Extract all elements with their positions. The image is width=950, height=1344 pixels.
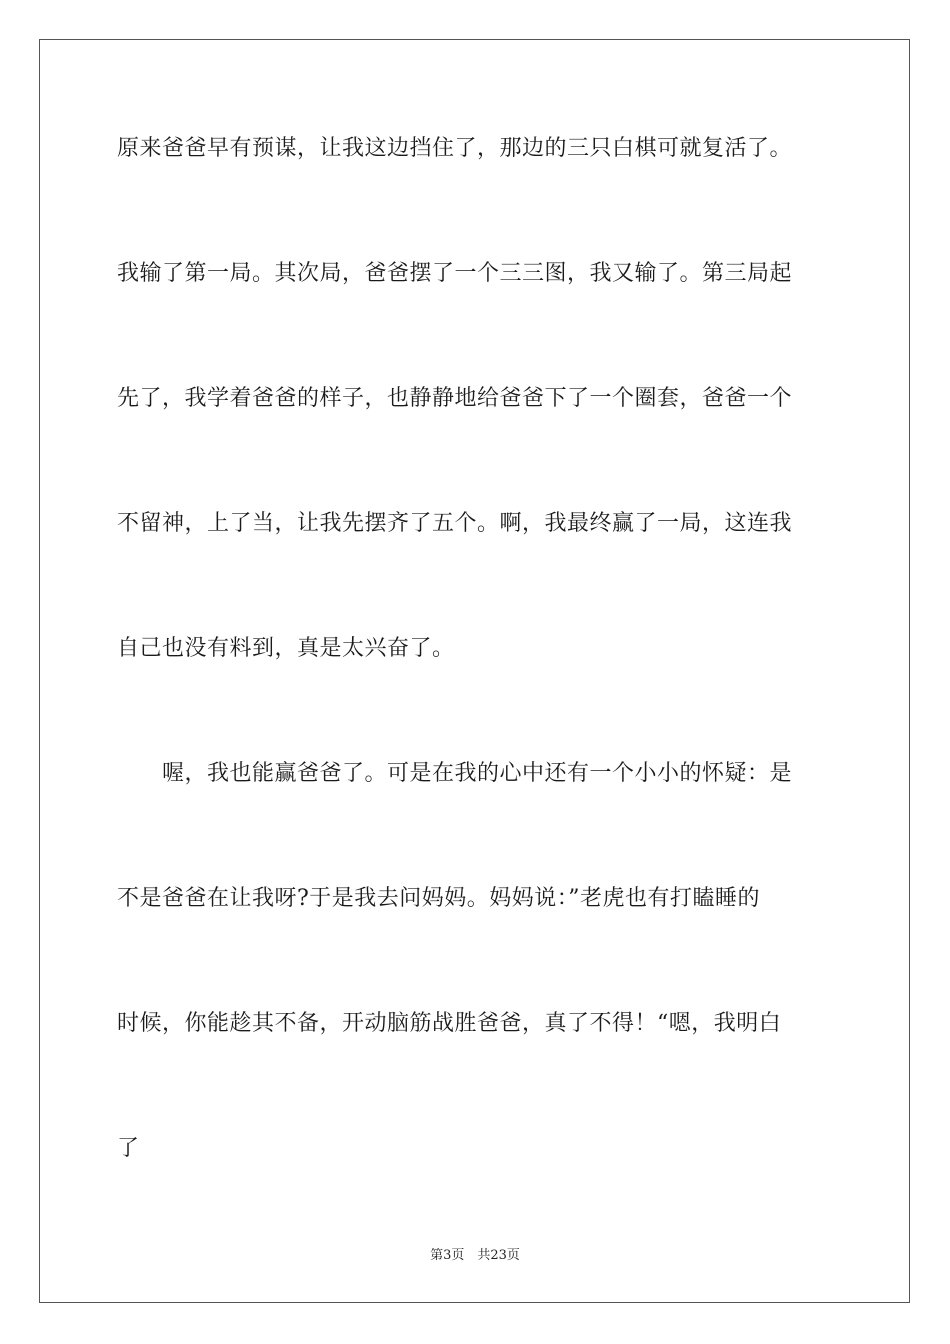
page-number-footer: 第3页 共23页 [430, 1248, 520, 1263]
text-line-4: 不留神，上了当，让我先摆齐了五个。啊，我最终赢了一局，这连我 [117, 511, 793, 536]
text-line-6: 喔，我也能赢爸爸了。可是在我的心中还有一个小小的怀疑：是 [117, 761, 793, 786]
text-line-2: 我输了第一局。其次局，爸爸摆了一个三三图，我又输了。第三局起 [117, 261, 793, 286]
page-border [39, 39, 910, 1303]
text-line-1: 原来爸爸早有预谋，让我这边挡住了，那边的三只白棋可就复活了。 [117, 136, 793, 161]
text-line-9: 了 [117, 1136, 140, 1161]
text-line-3: 先了，我学着爸爸的样子，也静静地给爸爸下了一个圈套，爸爸一个 [117, 386, 793, 411]
text-line-8: 时候，你能趁其不备，开动脑筋战胜爸爸，真了不得！“嗯，我明白 [117, 1011, 782, 1036]
text-line-7: 不是爸爸在让我呀?于是我去问妈妈。妈妈说：”老虎也有打瞌睡的 [117, 886, 761, 911]
text-line-5: 自己也没有料到，真是太兴奋了。 [117, 636, 455, 661]
